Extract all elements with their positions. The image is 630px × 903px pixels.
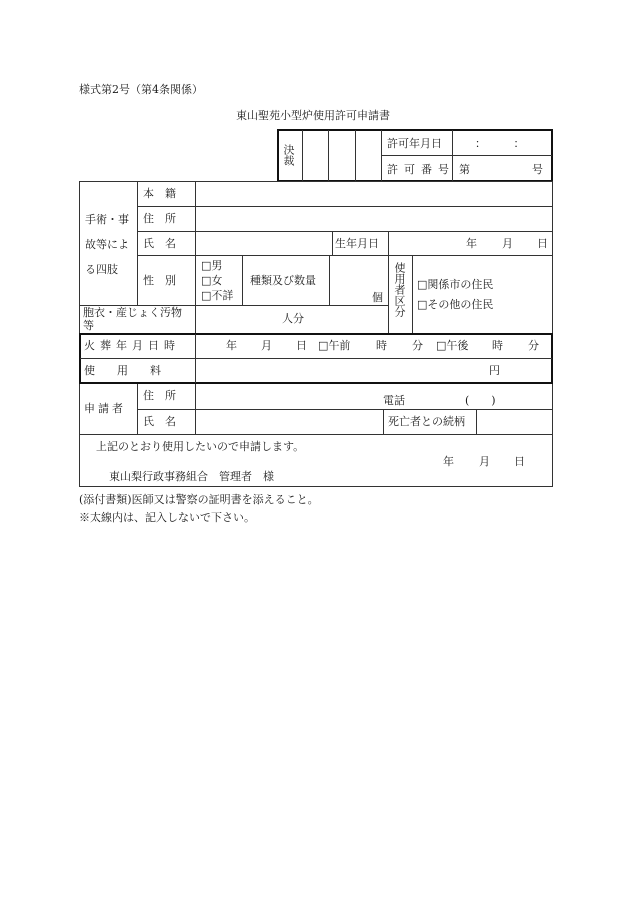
form-title: 東山聖苑小型炉使用許可申請書 [236, 109, 390, 122]
attachment-note: (添付書類)医師又は警察の証明書を添えること。 [79, 493, 319, 506]
form-number: 様式第2号（第4条関係） [79, 83, 203, 96]
fee-unit: 円 [489, 364, 500, 377]
applicant-jusho-label: 住 所 [143, 389, 176, 402]
applicant-label: 申請者 [84, 402, 126, 415]
kind-qty-label: 種類及び数量 [250, 274, 316, 287]
applicant-shimei-label: 氏 名 [143, 415, 176, 428]
shimei-label: 氏 名 [143, 237, 176, 250]
sex-female-checkbox[interactable]: □女 [201, 274, 223, 287]
addressee: 東山梨行政事務組合 管理者 様 [109, 470, 274, 483]
phone-label: 電話 [383, 394, 405, 407]
permit-no-label [387, 163, 455, 176]
placenta-label-l1: 胞衣・産じょく汚物 [83, 306, 182, 319]
jusho-label: 住 所 [143, 212, 176, 225]
permit-no-label-text: 許可番号 [387, 163, 455, 176]
pm-checkbox[interactable]: □午後 [436, 339, 469, 352]
seibetsu-label: 性 別 [143, 274, 176, 287]
ko-unit: 個 [372, 291, 383, 304]
am-checkbox[interactable]: □午前 [318, 339, 351, 352]
sex-unknown-checkbox[interactable]: □不詳 [201, 289, 234, 302]
sex-male-checkbox[interactable]: □男 [201, 259, 223, 272]
declaration-text: 上記のとおり使用したいので申請します。 [96, 440, 305, 453]
cremation-hi: 日 [296, 339, 307, 352]
birth-nen: 年 [466, 237, 477, 250]
placenta-unit: 人分 [282, 312, 304, 325]
decl-tsuki: 月 [479, 455, 490, 468]
honseki-label: 本 籍 [143, 187, 176, 200]
birth-hi: 日 [537, 237, 548, 250]
permit-date-label: 許可年月日 [387, 137, 442, 150]
decl-nen: 年 [443, 455, 454, 468]
limb-label-l1: 手術・事 [85, 213, 129, 226]
resident-related-checkbox[interactable]: □関係市の住民 [417, 278, 494, 291]
resident-other-checkbox[interactable]: □その他の住民 [417, 298, 494, 311]
pm-fun: 分 [528, 339, 539, 352]
phone-paren: ( ) [465, 394, 496, 407]
cremation-nen: 年 [226, 339, 237, 352]
limb-label-l2: 故等によ [85, 238, 129, 251]
birth-tsuki: 月 [502, 237, 513, 250]
birth-label: 生年月日 [335, 237, 379, 250]
decl-hi: 日 [514, 455, 525, 468]
permit-no-prefix: 第 [459, 163, 470, 176]
user-category-label: 使用者区分 [393, 262, 406, 317]
limb-label-l3: る四肢 [85, 263, 118, 276]
am-ji: 時 [376, 339, 387, 352]
fee-label: 使 用 料 [84, 364, 161, 377]
cremation-label: 火葬年月日時 [84, 339, 180, 352]
permit-no-suffix: 号 [532, 163, 543, 176]
placenta-label-l2: 等 [83, 319, 94, 332]
am-fun: 分 [412, 339, 423, 352]
cremation-tsuki: 月 [261, 339, 272, 352]
thick-frame-note: ※太線内は、記入しないで下さい。 [79, 511, 255, 524]
permit-date-value: ： ： [475, 137, 525, 150]
relation-label: 死亡者との続柄 [388, 415, 465, 428]
pm-ji: 時 [492, 339, 503, 352]
kessai-label: 決裁 [282, 144, 295, 166]
